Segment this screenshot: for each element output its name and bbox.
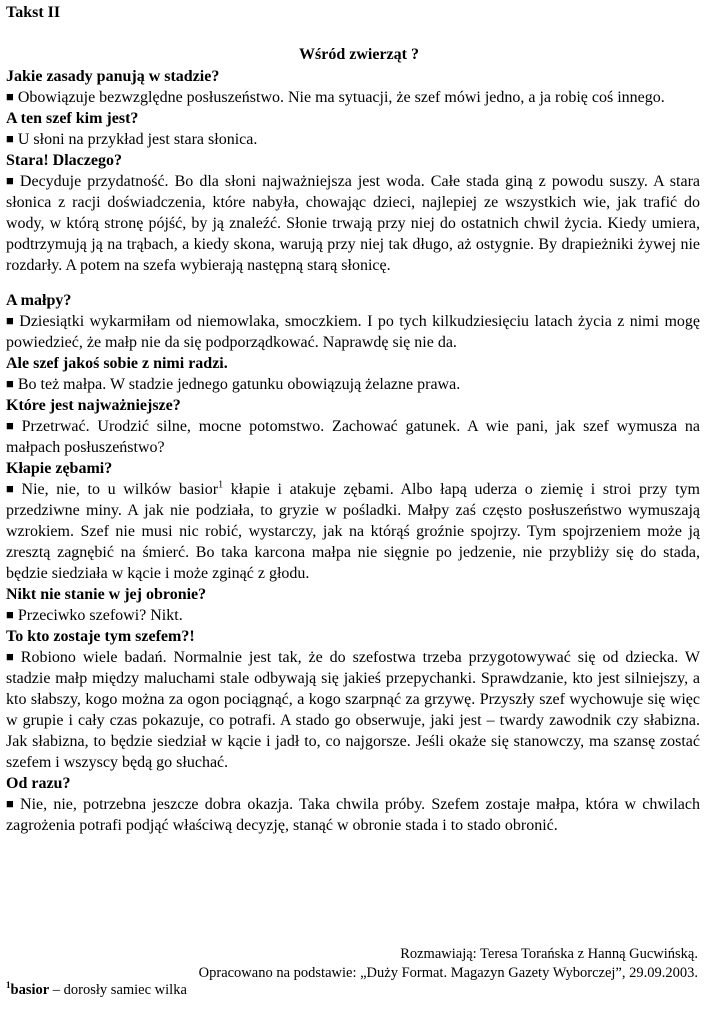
answer-text: Bo też małpa. W stadzie jednego gatunku obowiązują żelazne prawa.: [17, 376, 461, 393]
footnote: [6, 980, 187, 999]
bullet-icon: ■: [6, 607, 14, 622]
bullet-icon: ■: [6, 313, 16, 328]
question: Jakie zasady panują w stadzie?: [6, 68, 220, 85]
credits: [6, 945, 700, 983]
bullet-icon: ■: [6, 796, 17, 811]
bullet-icon: ■: [6, 131, 14, 146]
bullet-icon: ■: [6, 481, 18, 496]
answer: [6, 129, 700, 150]
answer: [6, 479, 700, 584]
answer: [6, 374, 700, 395]
question: A ten szef kim jest?: [6, 110, 139, 127]
answer-text: Przeciwko szefowi? Nikt.: [17, 607, 183, 624]
answer: [6, 794, 700, 836]
footnote-term: basior: [10, 981, 50, 998]
interview-body: [6, 66, 700, 836]
answer-text: Nie, nie, potrzebna jeszcze dobra okazja. Taka chwila próby. Szefem zostaje małpa, która w chwilach zagrożenia potrafi podjąć właściwą decyzję, stanąć w obronie stada i to stado obronić.: [6, 796, 700, 834]
question: A małpy?: [6, 292, 72, 309]
question: Ale szef jakoś sobie z nimi radzi.: [6, 355, 228, 372]
source-credit: Opracowano na podstawie: „Duży Format. Magazyn Gazety Wyborczej”, 29.09.2003.: [198, 965, 698, 981]
answer: [6, 605, 700, 626]
question: Od razu?: [6, 775, 71, 792]
answer: [6, 171, 700, 276]
section-label: Takst II: [6, 4, 61, 21]
answer-text: Nie, nie, to u wilków basior: [21, 481, 219, 498]
bullet-icon: ■: [6, 89, 14, 104]
article-title: Wśród zwierząt ?: [299, 46, 419, 63]
footnote-text: – dorosły samiec wilka: [49, 981, 187, 998]
answer-text: Robiono wiele badań. Normalnie jest tak, że do szefostwa trzeba przygotowywać się od dziecka. W stadzie małp między maluchami stale odbywają się jakieś przepychanki. Sprawdzanie, kto jest silniejszy, a kto słabszy, kogo można za ogon pociągnąć, a kogo szarpnąć za grzywę. Przyszły szef wychowuje się więc w grupie i cały czas pokazuje, co potrafi. A stado go obserwuje, jaki jest – twardy zawodnik czy słabizna. Jak słabizna, to będzie siedział w kącie i jadł to, co najgorsze. Jeśli okaże się stanowczy, ma szansę zostać szefem i wszyscy będą go słuchać.: [6, 649, 700, 771]
bullet-icon: ■: [6, 418, 18, 433]
answer-text: Obowiązuje bezwzględne posłuszeństwo. Nie ma sytuacji, że szef mówi jedno, a ja robię coś innego.: [17, 89, 665, 106]
answer: [6, 647, 700, 773]
bullet-icon: ■: [6, 649, 17, 664]
question: Nikt nie stanie w jej obronie?: [6, 586, 207, 603]
bullet-icon: ■: [6, 376, 14, 391]
footnote-ref: 1: [218, 479, 224, 491]
answer-text: U słoni na przykład jest stara słonica.: [17, 131, 258, 148]
answer: [6, 311, 700, 353]
answer: [6, 416, 700, 458]
answer-text: Przetrwać. Urodzić silne, mocne potomstwo. Zachować gatunek. A wie pani, jak szef wymusza na małpach posłuszeństwo?: [6, 418, 700, 456]
question: To kto zostaje tym szefem?!: [6, 628, 195, 645]
interviewers-credit: Rozmawiają: Teresa Torańska z Hanną Gucwińską.: [400, 946, 698, 962]
answer-text: Dziesiątki wykarmiłam od niemowlaka, smoczkiem. I po tych kilkudziesięciu latach życia z nimi mogę powiedzieć, że małp nie da się podporządkować. Naprawdę się nie da.: [6, 313, 700, 351]
question: Stara! Dlaczego?: [6, 152, 122, 169]
question: Kłapie zębami?: [6, 460, 113, 477]
bullet-icon: ■: [6, 173, 16, 188]
question: Które jest najważniejsze?: [6, 397, 181, 414]
answer-text: Decyduje przydatność. Bo dla słoni najważniejsza jest woda. Całe stada giną z powodu suszy. A stara słonica z racji doświadczenia, które nabyła, chowając dzieci, najlepiej ze wszystkich wie, jak trafić do wody, w którą stronę pójść, by ją znaleźć. Słonie trwają przy niej do ostatnich chwil życia. Kiedy umiera, podtrzymują ją na trąbach, a kiedy skona, warują przy niej tak długo, aż ostygnie. By drapieżniki żywej nie rozdarły. A potem na szefa wybierają następną starą słonicę.: [6, 173, 701, 274]
footnote-number: 1: [6, 980, 11, 990]
answer: [6, 87, 700, 108]
paragraph-gap: [6, 276, 700, 290]
answer-text: kłapie i atakuje zębami. Albo łapą uderza o ziemię i stroi przy tym przedziwne miny. A jak nie podziała, to gryzie w pośladki. Małpy zaś często posłuszeństwo wymuszają wzrokiem. Szef nie musi nic robić, wystarczy, jak na którąś groźnie spojrzy. Tym spojrzeniem może ją zresztą zagnębić na śmierć. Bo taka karcona małpa nie sięgnie po jedzenie, nie przybliży się do stada, będzie siedziała w kącie i może zginąć z głodu.: [6, 481, 700, 582]
